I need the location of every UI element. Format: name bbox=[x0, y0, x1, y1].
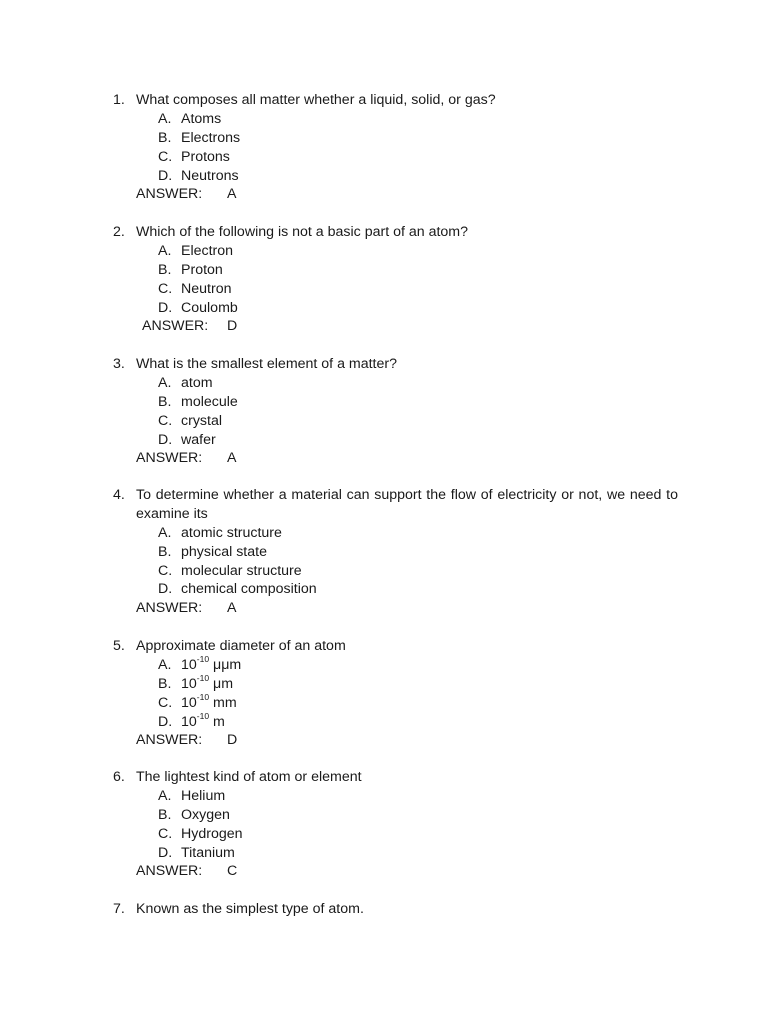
question-number: 1. bbox=[113, 92, 125, 108]
option-b bbox=[113, 261, 678, 280]
power-base: 10 bbox=[181, 713, 197, 730]
option-letter: D. bbox=[158, 299, 173, 316]
answer-line bbox=[113, 731, 678, 750]
question-text: Which of the following is not a basic part of an atom? bbox=[136, 224, 469, 240]
option-text bbox=[181, 710, 225, 732]
option-letter: A. bbox=[158, 242, 172, 259]
option-letter: C. bbox=[158, 280, 173, 297]
option-letter: B. bbox=[158, 129, 172, 146]
option-text bbox=[181, 675, 233, 694]
question-stem bbox=[113, 900, 678, 919]
option-letter: A. bbox=[158, 374, 172, 391]
option-letter: B. bbox=[158, 806, 172, 823]
option-d bbox=[113, 844, 678, 863]
question-stem bbox=[113, 768, 678, 787]
answer-value: A bbox=[227, 450, 237, 467]
option-text: Hydrogen bbox=[181, 825, 243, 842]
option-text: Protons bbox=[181, 148, 230, 165]
answer-label: ANSWER: bbox=[136, 450, 203, 467]
option-b bbox=[113, 675, 678, 694]
option-a bbox=[113, 524, 678, 543]
option-letter: A. bbox=[158, 524, 172, 541]
question-text: Known as the simplest type of atom. bbox=[136, 901, 364, 917]
answer-line bbox=[113, 317, 678, 336]
power-base: 10 bbox=[181, 675, 197, 692]
option-text: Neutrons bbox=[181, 167, 239, 184]
question-5 bbox=[113, 637, 678, 750]
option-letter: D. bbox=[158, 167, 173, 184]
option-letter: C. bbox=[158, 148, 173, 165]
option-letter: D. bbox=[158, 581, 173, 598]
question-stem bbox=[113, 486, 678, 505]
option-a bbox=[113, 242, 678, 261]
option-text: wafer bbox=[181, 431, 216, 448]
option-d bbox=[113, 580, 678, 599]
option-text: atomic structure bbox=[181, 524, 282, 541]
answer-label: ANSWER: bbox=[136, 186, 203, 203]
option-letter: D. bbox=[158, 431, 173, 448]
question-6 bbox=[113, 768, 678, 881]
option-c bbox=[113, 280, 678, 299]
answer-label: ANSWER: bbox=[136, 863, 203, 880]
power-exponent: -10 bbox=[196, 710, 210, 721]
option-text: molecule bbox=[181, 393, 238, 410]
question-text-line-1: To determine whether a material can support the flow of electricity or not, we need to bbox=[136, 487, 678, 503]
answer-line bbox=[113, 185, 678, 204]
question-stem bbox=[113, 223, 678, 242]
unit: μμm bbox=[213, 656, 242, 673]
option-letter: A. bbox=[158, 787, 172, 804]
option-text: physical state bbox=[181, 543, 267, 560]
question-number: 3. bbox=[113, 356, 125, 372]
option-text: Titanium bbox=[181, 844, 235, 861]
option-a bbox=[113, 374, 678, 393]
answer-label: ANSWER: bbox=[142, 318, 209, 335]
option-b bbox=[113, 129, 678, 148]
answer-value: A bbox=[227, 600, 237, 617]
question-3 bbox=[113, 355, 678, 468]
question-2 bbox=[113, 223, 678, 336]
question-text: What composes all matter whether a liquid, solid, or gas? bbox=[136, 92, 496, 108]
option-c bbox=[113, 691, 678, 713]
question-text-line-2: examine its bbox=[136, 505, 208, 522]
option-a bbox=[113, 110, 678, 129]
question-1 bbox=[113, 91, 678, 204]
question-text: What is the smallest element of a matter? bbox=[136, 356, 398, 372]
option-text: Atoms bbox=[181, 110, 222, 127]
option-letter: C. bbox=[158, 825, 173, 842]
answer-value: D bbox=[227, 732, 238, 749]
option-text: Oxygen bbox=[181, 806, 230, 823]
option-letter: B. bbox=[158, 393, 172, 410]
option-text: Proton bbox=[181, 261, 223, 278]
option-b bbox=[113, 393, 678, 412]
option-d bbox=[113, 710, 678, 732]
answer-line bbox=[113, 599, 678, 618]
question-text: The lightest kind of atom or element bbox=[136, 769, 362, 785]
answer-line bbox=[113, 862, 678, 881]
option-text bbox=[181, 656, 241, 675]
question-number: 5. bbox=[113, 638, 125, 654]
option-text: Neutron bbox=[181, 280, 232, 297]
answer-line bbox=[113, 449, 678, 468]
option-c bbox=[113, 825, 678, 844]
option-letter: B. bbox=[158, 675, 172, 692]
power-base: 10 bbox=[181, 656, 197, 673]
question-number: 2. bbox=[113, 224, 125, 240]
option-letter: A. bbox=[158, 110, 172, 127]
question-stem bbox=[113, 91, 678, 110]
option-letter: B. bbox=[158, 261, 172, 278]
power-base: 10 bbox=[181, 694, 197, 711]
option-a bbox=[113, 787, 678, 806]
option-d bbox=[113, 431, 678, 450]
question-number: 6. bbox=[113, 769, 125, 785]
question-text: Approximate diameter of an atom bbox=[136, 638, 346, 654]
answer-label: ANSWER: bbox=[136, 600, 203, 617]
unit: μm bbox=[213, 675, 234, 692]
unit: mm bbox=[213, 694, 237, 711]
option-letter: C. bbox=[158, 412, 173, 429]
option-text: chemical composition bbox=[181, 581, 317, 598]
option-letter: A. bbox=[158, 656, 172, 673]
power-exponent: -10 bbox=[196, 691, 210, 702]
option-text: Coulomb bbox=[181, 299, 238, 316]
option-text: molecular structure bbox=[181, 562, 302, 579]
question-stem-continued bbox=[113, 505, 678, 524]
answer-value: D bbox=[227, 318, 238, 335]
option-letter: C. bbox=[158, 562, 173, 579]
question-number: 7. bbox=[113, 901, 125, 917]
question-4 bbox=[113, 486, 678, 618]
option-c bbox=[113, 148, 678, 167]
unit: m bbox=[213, 713, 225, 730]
option-text: Electrons bbox=[181, 129, 241, 146]
option-text bbox=[181, 691, 237, 713]
answer-value: C bbox=[227, 863, 238, 880]
option-b bbox=[113, 806, 678, 825]
option-letter: B. bbox=[158, 543, 172, 560]
answer-label: ANSWER: bbox=[136, 732, 203, 749]
option-d bbox=[113, 167, 678, 186]
option-c bbox=[113, 412, 678, 431]
option-letter: C. bbox=[158, 694, 173, 711]
answer-value: A bbox=[227, 186, 237, 203]
option-d bbox=[113, 299, 678, 318]
option-a bbox=[113, 656, 678, 675]
option-text: crystal bbox=[181, 412, 222, 429]
power-exponent: -10 bbox=[196, 654, 210, 665]
option-text: Helium bbox=[181, 787, 226, 804]
question-stem bbox=[113, 355, 678, 374]
option-text: atom bbox=[181, 374, 213, 391]
option-letter: D. bbox=[158, 844, 173, 861]
option-b bbox=[113, 543, 678, 562]
power-exponent: -10 bbox=[196, 673, 210, 684]
option-text: Electron bbox=[181, 242, 234, 259]
question-7 bbox=[113, 900, 678, 919]
question-number: 4. bbox=[113, 487, 125, 503]
option-c bbox=[113, 562, 678, 581]
option-letter: D. bbox=[158, 713, 173, 730]
